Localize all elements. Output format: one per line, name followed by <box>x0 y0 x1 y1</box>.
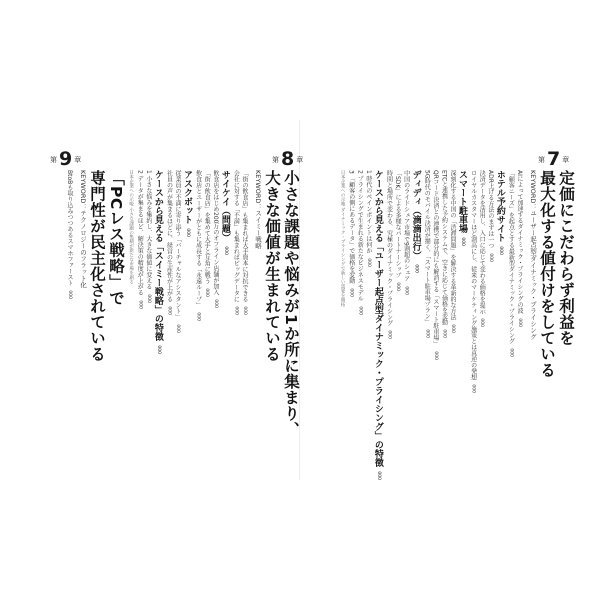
toc-entry <box>401 170 410 480</box>
toc-entry <box>355 170 364 480</box>
chapter-7-number <box>536 148 571 170</box>
toc-page-number: 000 <box>348 286 354 297</box>
toc-entry <box>384 170 393 480</box>
toc-page-number: 000 <box>155 344 161 355</box>
toc-entry-text: ETCと連携した予約システムで、空きに応じて価格を変動 <box>440 170 448 326</box>
toc-entry <box>239 170 248 480</box>
toc-page-number: 000 <box>195 311 201 322</box>
toc-entry <box>392 170 401 480</box>
toc-entry <box>514 170 523 480</box>
toc-page-number: 000 <box>395 281 401 292</box>
toc-page-number: 000 <box>508 347 514 358</box>
toc-entry <box>172 170 181 480</box>
toc-case-heading <box>219 170 231 480</box>
toc-page-number: 000 <box>357 304 363 315</box>
chapter-keyword: KEYWORD：ユーザー起点型ダイナミック・プライシング <box>529 170 537 340</box>
toc-entry-text: アスクボット <box>182 170 193 224</box>
toc-entry-text: 飲食店をはじめ200万のオフライン店舗が加入 <box>211 170 219 296</box>
toc-page-number: 000 <box>432 349 438 360</box>
toc-entry-text: ディディ（滴滴出行） <box>410 170 421 260</box>
toc-case-heading <box>152 170 164 480</box>
toc-page-number: 000 <box>365 256 371 267</box>
chapter-8-number <box>270 148 305 170</box>
toc-page-number: 000 <box>204 287 210 298</box>
toc-entry-text: 「顧客ニーズ」を起点とする最新型ダイナミック・プライシング <box>507 170 515 344</box>
toc-entry <box>164 170 173 480</box>
toc-entry <box>193 170 202 480</box>
toc-entry-text: 決済データを活用し、入口に応じて変わる価格を提示 <box>478 170 486 314</box>
toc-entry <box>231 170 240 480</box>
toc-page-number: 000 <box>222 245 228 256</box>
toc-page-number: 000 <box>479 317 485 328</box>
toc-entry-text: ADR上げる方法のまずは一つ <box>486 170 494 249</box>
toc-page-number: 000 <box>185 227 191 238</box>
toc-entry <box>363 170 372 480</box>
toc-entry-text: 日本企業への示唆 ダイナミック・プライシングで新しい需要を開拓 <box>340 170 346 307</box>
chapter-label-suffix: 章 <box>296 156 304 164</box>
toc-section-note <box>339 170 346 480</box>
toc-entry-text: 3 「顧客の側にあるデータ」で価格を変動 <box>347 170 355 284</box>
toc-entry-text: ケースから見える「スイミー戦略」の特徴 <box>152 170 163 341</box>
toc-entry <box>210 170 219 480</box>
toc-entry-text: 1 時代のペインポイントは何か <box>364 170 372 254</box>
toc-entry <box>468 170 477 480</box>
chapter-7 <box>335 170 575 480</box>
toc-entry <box>477 170 486 480</box>
toc-case-heading <box>372 170 384 480</box>
toc-page-number: 000 <box>212 298 218 309</box>
toc-page-number: 000 <box>233 305 239 316</box>
toc-entry-text: 中国のライドシェア市場で9割超のシェア <box>402 170 410 282</box>
toc-entry-text: 「街の飲食店」を集めて大手と互角に戦う <box>203 170 211 284</box>
toc-page-number: 000 <box>403 284 409 295</box>
toc-list <box>128 170 248 480</box>
chapter-9 <box>20 170 125 480</box>
toc-entry-text: 飲食店とユーザーがともに成長する「永遠ループ」 <box>194 170 202 308</box>
toc-list <box>64 170 73 480</box>
toc-page-number: 000 <box>145 292 151 303</box>
chapter-9-number <box>48 148 83 170</box>
toc-entry <box>506 170 515 480</box>
toc-entry-text: BtoBも取り込みつつあるスマホファースト <box>66 170 73 287</box>
toc-page-number: 000 <box>375 470 381 481</box>
chapter-label-suffix: 章 <box>74 156 82 164</box>
toc-entry-text: ケースから見える「ユーザー起点型ダイナミック・プライシング」の特徴 <box>372 170 383 467</box>
toc-page-number: 000 <box>137 298 143 309</box>
chapter-label-prefix: 第 <box>50 156 57 164</box>
chapter-label-prefix: 第 <box>272 156 279 164</box>
toc-entry-text: 「SDK」による多様なパートナーシップ <box>394 170 402 279</box>
toc-page-number: 000 <box>386 329 392 340</box>
toc-entry <box>135 170 144 480</box>
chapter-title-line: 定価にこだわらず利益を <box>557 170 575 346</box>
toc-entry-text: サイケイ（問題） <box>219 170 230 242</box>
toc-entry-text: ロイヤルカスタマーほど割高にし、従来のマーケティング施策とは真逆の発想 <box>469 170 477 380</box>
toc-entry-text: 「街の飲食店」も集まれば大手資本に対抗できる <box>241 170 248 302</box>
chapter-8 <box>130 170 300 480</box>
chapter-title-line: 専門性が民主化されている <box>88 170 106 362</box>
toc-entry-text: 時間と場所で変わる、究極のダイナミック・プライシング <box>385 170 393 326</box>
toc-entry-text: 1 小さな悩みを集約し、大きな価値に変える <box>144 170 152 290</box>
toc-entry-text: 2 プライシングで生まれる新たなビジネスモデル <box>356 170 364 302</box>
toc-entry-text: 深刻化する中国の「渋滞問題」を解決する革新的な方法 <box>449 170 457 320</box>
toc-case-heading <box>456 170 468 480</box>
toc-entry-text: 日本企業への示唆 小さな課題の集積が新たな市場を創る <box>128 170 134 284</box>
chapter-keyword: KEYWORD：テクノロジーのフラット化 <box>79 170 87 288</box>
toc-case-heading <box>494 170 506 480</box>
toc-page-number: 000 <box>67 289 72 300</box>
toc-page-number: 000 <box>413 263 419 274</box>
toc-entry-text: QRコード決済との連携で部分的にも解消する「スマート駐車場」 <box>431 170 439 347</box>
toc-entry-text: AIによって加速するダイナミック・プライシングの波 <box>516 170 523 314</box>
toc-entry-text: スマート駐車場 <box>457 170 468 233</box>
toc-page-number: 000 <box>487 251 493 262</box>
toc-entry-text: 5G時代のモバイル決済が描く、「スマート駐車場プラン」 <box>423 170 431 326</box>
toc-entry-text: 社員の声が集まるほどに、経営の生産性が上がる <box>165 170 173 302</box>
chapter-title-line: 最大化する値付けをしている <box>538 170 556 378</box>
toc-entry <box>422 170 431 480</box>
toc-entry <box>202 170 211 480</box>
toc-entry-text: 会社に対する「不満」も集まればビッグデータに <box>232 170 240 302</box>
toc-section-note <box>128 170 135 480</box>
toc-case-heading <box>410 170 422 480</box>
chapter-title-line: 小さな課題や悩みが1か所に集まり、 <box>282 170 300 438</box>
toc-case-heading <box>181 170 193 480</box>
toc-page-number: 000 <box>242 305 247 316</box>
toc-page-number: 000 <box>497 245 503 256</box>
chapter-number: 8 <box>281 148 295 170</box>
chapter-number: 7 <box>547 148 561 170</box>
toc-page-number: 000 <box>441 328 447 339</box>
toc-entry <box>485 170 494 480</box>
chapter-label-prefix: 第 <box>538 156 545 164</box>
chapter-label-suffix: 章 <box>562 156 570 164</box>
toc-entry <box>143 170 152 480</box>
chapter-number: 9 <box>59 148 73 170</box>
chapter-title-line: 「PCレス戦略」で <box>107 170 125 306</box>
toc-page-number: 000 <box>470 383 476 394</box>
toc-entry <box>447 170 456 480</box>
toc-entry <box>346 170 355 480</box>
toc-entry <box>439 170 448 480</box>
toc-entry <box>430 170 439 480</box>
toc-entry-text: ホテル予約サイト <box>494 170 505 242</box>
toc-entry <box>64 170 73 480</box>
toc-page-number: 000 <box>424 328 430 339</box>
toc-entry-text: 従業員の不満に寄り添う「バーチャルなアシスタント」 <box>174 170 182 320</box>
toc-page-number: 000 <box>460 236 466 247</box>
toc-entry-text: 2 データが集まるほど、解決策の精度が上がる <box>136 170 144 296</box>
chapter-keyword: KEYWORD：スイミー戦略 <box>254 170 262 249</box>
toc-page-number: 000 <box>450 323 456 334</box>
toc-page-number: 000 <box>166 305 172 316</box>
toc-page-number: 000 <box>175 323 181 334</box>
chapter-title-line: 大きな価値が生まれている <box>263 170 281 362</box>
toc-page-number: 000 <box>517 316 522 327</box>
toc-list <box>339 170 523 480</box>
